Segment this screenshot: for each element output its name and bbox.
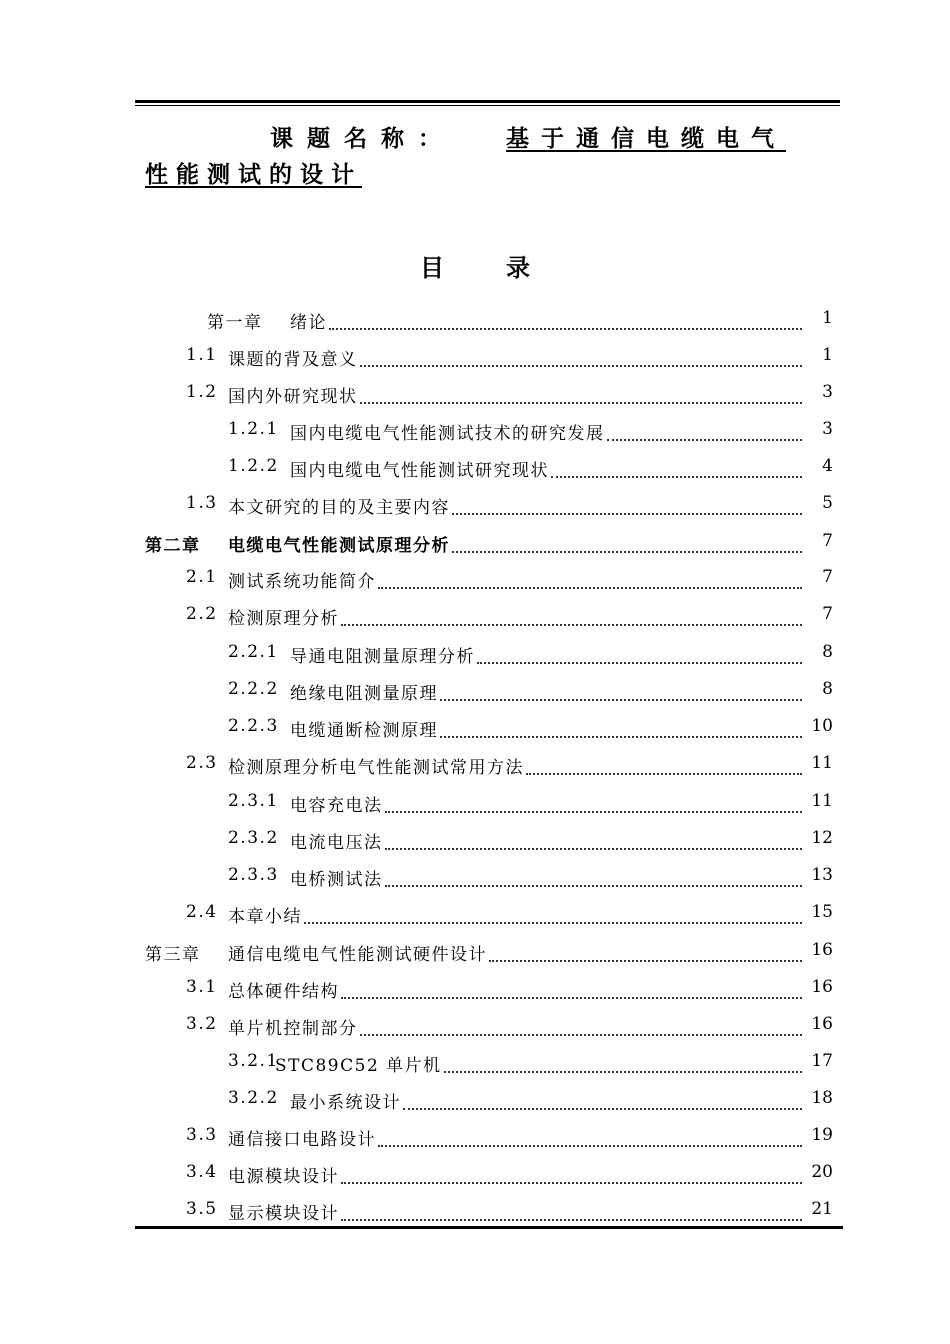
toc-dot-leader	[452, 551, 802, 553]
toc-entry-title: 电源模块设计	[228, 1167, 339, 1187]
toc-entry-page: 21	[811, 1199, 833, 1219]
toc-entry-page: 20	[811, 1162, 833, 1182]
toc-entry-number: 2.1	[186, 567, 218, 587]
toc-entry-title: 通信接口电路设计	[228, 1130, 376, 1150]
toc-entry-number: 3.2	[186, 1014, 218, 1034]
toc-dot-leader	[440, 699, 802, 701]
toc-dot-leader	[341, 997, 802, 999]
toc-entry-number: 1.2.2	[228, 456, 279, 476]
toc-entry-title: 电流电压法	[290, 833, 383, 853]
toc-entry-number: 2.3.1	[228, 791, 279, 811]
toc-entry-page: 12	[811, 828, 833, 848]
toc-entry[interactable]	[0, 1014, 950, 1044]
toc-entry-title: 本文研究的目的及主要内容	[228, 498, 450, 518]
toc-entry-title: 绝缘电阻测量原理	[290, 684, 438, 704]
toc-entry-number: 2.2.3	[228, 716, 279, 736]
toc-entry[interactable]	[0, 828, 950, 858]
toc-entry-number: 1.3	[186, 493, 218, 513]
toc-entry[interactable]	[0, 493, 950, 523]
toc-entry[interactable]	[0, 345, 950, 375]
toc-entry[interactable]	[0, 567, 950, 597]
toc-entry-page: 16	[811, 940, 833, 960]
toc-entry-title: 国内电缆电气性能测试研究现状	[290, 461, 549, 481]
title-prefix: 课题名称：	[270, 125, 455, 152]
toc-entry-page: 3	[822, 382, 833, 402]
toc-heading-right: 录	[506, 253, 530, 282]
toc-entry-number: 3.5	[186, 1199, 218, 1219]
toc-entry-number: 1.1	[186, 345, 218, 365]
toc-entry-title: 最小系统设计	[290, 1093, 401, 1113]
toc-entry[interactable]	[0, 382, 950, 412]
toc-dot-leader	[385, 811, 803, 813]
toc-entry-title: STC89C52 单片机	[275, 1056, 442, 1076]
toc-dot-leader	[360, 402, 803, 404]
toc-entry-page: 18	[811, 1088, 833, 1108]
toc-entry-title: 电缆通断检测原理	[290, 721, 438, 741]
toc-entry-title: 通信电缆电气性能测试硬件设计	[228, 945, 487, 965]
header-rule-thick	[135, 100, 840, 103]
toc-entry-title: 检测原理分析电气性能测试常用方法	[228, 758, 524, 778]
toc-entry-number: 第一章	[207, 313, 263, 333]
toc-entry-title: 显示模块设计	[228, 1204, 339, 1224]
toc-entry[interactable]	[0, 1125, 950, 1155]
toc-entry-title: 检测原理分析	[228, 609, 339, 629]
toc-entry-page: 7	[822, 604, 833, 624]
toc-entry[interactable]	[0, 604, 950, 634]
toc-dot-leader	[360, 1034, 803, 1036]
toc-entry-page: 19	[811, 1125, 833, 1145]
toc-heading	[0, 248, 950, 283]
toc-entry-number: 3.3	[186, 1125, 218, 1145]
header-rule-thin	[135, 105, 840, 106]
toc-entry-number: 第二章	[145, 536, 201, 556]
toc-entry[interactable]	[0, 642, 950, 672]
toc-entry-page: 11	[811, 753, 833, 773]
toc-entry-title: 总体硬件结构	[228, 982, 339, 1002]
toc-entry-title: 绪论	[290, 313, 327, 333]
toc-entry-page: 8	[822, 642, 833, 662]
toc-entry[interactable]	[0, 679, 950, 709]
toc-entry-title: 国内外研究现状	[228, 387, 358, 407]
toc-entry-page: 16	[811, 1014, 833, 1034]
toc-dot-leader	[341, 624, 802, 626]
toc-dot-leader	[444, 1071, 802, 1073]
toc-entry-title: 电容充电法	[290, 796, 383, 816]
toc-entry-page: 8	[822, 679, 833, 699]
title-main-part2: 性能测试的设计	[145, 161, 362, 188]
toc-entry[interactable]	[0, 1199, 950, 1229]
toc-entry-title: 课题的背及意义	[228, 350, 358, 370]
toc-entry[interactable]	[0, 1162, 950, 1192]
footer-rule	[135, 1226, 843, 1229]
toc-entry-number: 1.2.1	[228, 419, 279, 439]
title-line-2	[145, 156, 362, 189]
toc-entry-page: 5	[822, 493, 833, 513]
toc-entry[interactable]	[0, 419, 950, 449]
toc-entry-number: 2.4	[186, 902, 218, 922]
toc-entry-title: 电缆电气性能测试原理分析	[228, 536, 450, 556]
toc-entry-number: 2.2.2	[228, 679, 279, 699]
toc-entry[interactable]	[0, 791, 950, 821]
toc-entry[interactable]	[0, 716, 950, 746]
toc-entry[interactable]	[0, 1088, 950, 1118]
toc-entry-number: 3.4	[186, 1162, 218, 1182]
toc-dot-leader	[385, 848, 803, 850]
toc-dot-leader	[440, 736, 802, 738]
toc-dot-leader	[378, 587, 802, 589]
toc-dot-leader	[360, 365, 803, 367]
toc-entry-page: 1	[822, 308, 833, 328]
toc-entry-page: 10	[811, 716, 833, 736]
toc-entry-title: 电桥测试法	[290, 870, 383, 890]
toc-entry[interactable]	[0, 308, 950, 338]
toc-dot-leader	[551, 476, 802, 478]
toc-entry-title: 本章小结	[228, 907, 302, 927]
toc-entry-page: 16	[811, 977, 833, 997]
toc-entry-number: 3.1	[186, 977, 218, 997]
toc-entry[interactable]	[0, 531, 950, 561]
toc-dot-leader	[477, 662, 802, 664]
toc-entry-page: 7	[822, 531, 833, 551]
toc-entry[interactable]	[0, 753, 950, 783]
toc-entry-number: 2.2.1	[228, 642, 279, 662]
toc-entry[interactable]	[0, 902, 950, 932]
toc-entry-number: 2.3.2	[228, 828, 279, 848]
toc-dot-leader	[329, 328, 802, 330]
toc-entry-title: 导通电阻测量原理分析	[290, 647, 475, 667]
toc-entry[interactable]	[0, 456, 950, 486]
toc-entry-page: 15	[811, 902, 833, 922]
toc-entry-number: 2.3.3	[228, 865, 279, 885]
toc-entry[interactable]	[0, 940, 950, 970]
toc-entry-number: 3.2.1	[228, 1051, 279, 1071]
toc-dot-leader	[489, 960, 802, 962]
toc-entry-number: 第三章	[145, 945, 201, 965]
toc-entry-title: 国内电缆电气性能测试技术的研究发展	[290, 424, 605, 444]
toc-entry-page: 1	[822, 345, 833, 365]
toc-entry[interactable]	[0, 865, 950, 895]
toc-entry-number: 3.2.2	[228, 1088, 279, 1108]
toc-dot-leader	[607, 439, 803, 441]
toc-entry[interactable]	[0, 977, 950, 1007]
toc-entry-page: 7	[822, 567, 833, 587]
toc-dot-leader	[403, 1108, 802, 1110]
toc-dot-leader	[526, 773, 802, 775]
toc-entry-number: 2.2	[186, 604, 218, 624]
toc-entry[interactable]	[0, 1051, 950, 1081]
title-line-1	[270, 120, 830, 153]
title-main-part1: 基于通信电缆电气	[506, 125, 787, 152]
toc-dot-leader	[341, 1219, 802, 1221]
toc-entry-page: 17	[811, 1051, 833, 1071]
toc-entry-page: 3	[822, 419, 833, 439]
toc-entry-page: 13	[811, 865, 833, 885]
toc-heading-left: 目	[420, 253, 444, 282]
toc-entry-number: 2.3	[186, 753, 218, 773]
toc-entry-page: 11	[811, 791, 833, 811]
toc-entry-page: 4	[822, 456, 833, 476]
toc-entry-title: 单片机控制部分	[228, 1019, 358, 1039]
toc-dot-leader	[452, 513, 802, 515]
toc-entry-title: 测试系统功能简介	[228, 572, 376, 592]
toc-dot-leader	[378, 1145, 802, 1147]
toc-dot-leader	[385, 885, 803, 887]
toc-dot-leader	[304, 922, 802, 924]
toc-entry-number: 1.2	[186, 382, 218, 402]
toc-dot-leader	[341, 1182, 802, 1184]
